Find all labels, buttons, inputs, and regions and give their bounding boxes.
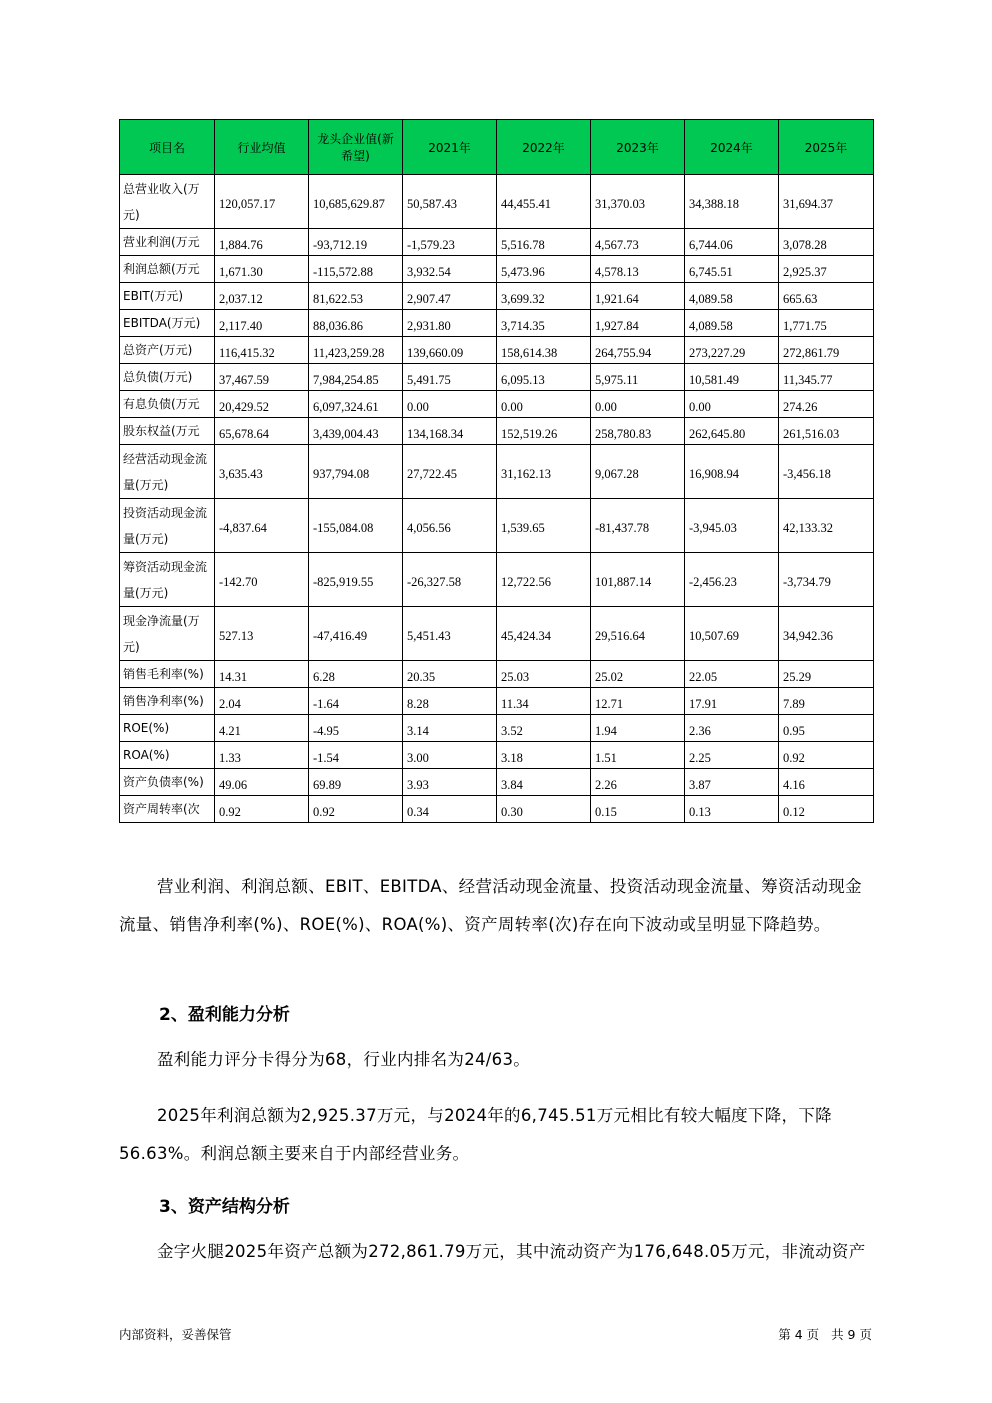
table-row	[120, 553, 874, 607]
paragraph-profit-analysis: 2025年利润总额为2,925.37万元，与2024年的6,745.51万元相比有较大幅度下降，下降56.63%。利润总额主要来自于内部经营业务。	[119, 1106, 832, 1163]
header-leader-value: 龙头企业值(新希望)	[309, 120, 403, 175]
table-row	[120, 283, 874, 310]
table-cell: -1.54	[309, 742, 403, 769]
table-body	[120, 175, 874, 823]
table-cell: -47,416.49	[309, 607, 403, 661]
table-cell: 20,429.52	[215, 391, 309, 418]
row-label: 股东权益(万元	[120, 418, 215, 445]
table-cell: -4,837.64	[215, 499, 309, 553]
table-cell: 274.26	[779, 391, 874, 418]
table-cell: 262,645.80	[685, 418, 779, 445]
table-cell: 0.00	[403, 391, 497, 418]
table-cell: 12.71	[591, 688, 685, 715]
table-cell: 4,578.13	[591, 256, 685, 283]
table-cell: 134,168.34	[403, 418, 497, 445]
table-cell: 120,057.17	[215, 175, 309, 229]
table-cell: -1,579.23	[403, 229, 497, 256]
table-cell: -4.95	[309, 715, 403, 742]
table-cell: 158,614.38	[497, 337, 591, 364]
table-row	[120, 499, 874, 553]
table-cell: 31,370.03	[591, 175, 685, 229]
table-cell: 11,423,259.28	[309, 337, 403, 364]
table-cell: 139,660.09	[403, 337, 497, 364]
table-row	[120, 796, 874, 823]
table-cell: 273,227.29	[685, 337, 779, 364]
row-label: 资产负债率(%)	[120, 769, 215, 796]
header-2024: 2024年	[685, 120, 779, 175]
table-cell: 0.92	[779, 742, 874, 769]
table-cell: 10,581.49	[685, 364, 779, 391]
section-heading-asset-structure: 3、资产结构分析	[159, 1197, 290, 1217]
table-cell: 1,671.30	[215, 256, 309, 283]
table-cell: 25.03	[497, 661, 591, 688]
section-heading-profitability: 2、盈利能力分析	[159, 1005, 290, 1025]
table-cell: 2.36	[685, 715, 779, 742]
table-cell: 65,678.64	[215, 418, 309, 445]
table-cell: 6.28	[309, 661, 403, 688]
table-header-row	[120, 120, 874, 175]
table-cell: -155,084.08	[309, 499, 403, 553]
table-cell: 81,622.53	[309, 283, 403, 310]
table-cell: 0.00	[497, 391, 591, 418]
table-cell: 152,519.26	[497, 418, 591, 445]
table-cell: 0.92	[309, 796, 403, 823]
table-cell: 527.13	[215, 607, 309, 661]
table-cell: 10,507.69	[685, 607, 779, 661]
table-cell: 1,884.76	[215, 229, 309, 256]
table-cell: 1.51	[591, 742, 685, 769]
row-label: 利润总额(万元	[120, 256, 215, 283]
row-label: EBIT(万元)	[120, 283, 215, 310]
table-cell: 3,078.28	[779, 229, 874, 256]
table-cell: 4,089.58	[685, 283, 779, 310]
table-cell: 49.06	[215, 769, 309, 796]
table-cell: -3,945.03	[685, 499, 779, 553]
table-cell: 3,439,004.43	[309, 418, 403, 445]
footer-page-number: 第 4 页 共 9 页	[778, 1327, 872, 1342]
table-cell: 1.33	[215, 742, 309, 769]
table-row	[120, 175, 874, 229]
table-cell: 101,887.14	[591, 553, 685, 607]
table-cell: 0.15	[591, 796, 685, 823]
table-cell: -93,712.19	[309, 229, 403, 256]
table-cell: 5,451.43	[403, 607, 497, 661]
table-cell: 7,984,254.85	[309, 364, 403, 391]
table-cell: 10,685,629.87	[309, 175, 403, 229]
table-row	[120, 418, 874, 445]
table-cell: 88,036.86	[309, 310, 403, 337]
paragraph-trend-summary: 营业利润、利润总额、EBIT、EBITDA、经营活动现金流量、投资活动现金流量、筹资活动现金流量、销售净利率(%)、ROE(%)、ROA(%)、资产周转率(次)存在向下波动或呈明显下降趋势。	[119, 877, 862, 934]
table-cell: 3.18	[497, 742, 591, 769]
row-label: ROE(%)	[120, 715, 215, 742]
table-cell: 5,516.78	[497, 229, 591, 256]
table-cell: 2,907.47	[403, 283, 497, 310]
table-cell: 264,755.94	[591, 337, 685, 364]
table-cell: -2,456.23	[685, 553, 779, 607]
table-cell: 9,067.28	[591, 445, 685, 499]
table-cell: 4,056.56	[403, 499, 497, 553]
table-cell: -26,327.58	[403, 553, 497, 607]
table-cell: 3.52	[497, 715, 591, 742]
table-row	[120, 715, 874, 742]
paragraph-asset-structure: 金字火腿2025年资产总额为272,861.79万元，其中流动资产为176,648.05万元，非流动资产	[157, 1242, 866, 1261]
table-cell: 6,745.51	[685, 256, 779, 283]
table-cell: 2,931.80	[403, 310, 497, 337]
table-cell: 937,794.08	[309, 445, 403, 499]
table-cell: 25.29	[779, 661, 874, 688]
table-cell: 5,975.11	[591, 364, 685, 391]
row-label: 投资活动现金流量(万元)	[120, 499, 215, 553]
table-cell: 3.93	[403, 769, 497, 796]
table-row	[120, 256, 874, 283]
table-cell: 37,467.59	[215, 364, 309, 391]
table-cell: 44,455.41	[497, 175, 591, 229]
table-cell: -81,437.78	[591, 499, 685, 553]
table-cell: 3,714.35	[497, 310, 591, 337]
row-label: ROA(%)	[120, 742, 215, 769]
table-cell: 4,567.73	[591, 229, 685, 256]
table-cell: 665.63	[779, 283, 874, 310]
table-cell: 34,942.36	[779, 607, 874, 661]
table-cell: 1,927.84	[591, 310, 685, 337]
financial-table	[119, 119, 874, 823]
table-cell: 25.02	[591, 661, 685, 688]
table-cell: 11,345.77	[779, 364, 874, 391]
table-cell: 3.00	[403, 742, 497, 769]
table-cell: 3,635.43	[215, 445, 309, 499]
table-cell: 0.92	[215, 796, 309, 823]
table-cell: 0.95	[779, 715, 874, 742]
table-cell: 50,587.43	[403, 175, 497, 229]
table-cell: 1.94	[591, 715, 685, 742]
row-label: 筹资活动现金流量(万元)	[120, 553, 215, 607]
table-row	[120, 742, 874, 769]
table-cell: 3.84	[497, 769, 591, 796]
row-label: 总资产(万元)	[120, 337, 215, 364]
table-cell: 27,722.45	[403, 445, 497, 499]
table-row	[120, 445, 874, 499]
table-cell: 1,539.65	[497, 499, 591, 553]
table-cell: 0.30	[497, 796, 591, 823]
table-cell: 16,908.94	[685, 445, 779, 499]
table-cell: 8.28	[403, 688, 497, 715]
table-cell: 69.89	[309, 769, 403, 796]
header-2022: 2022年	[497, 120, 591, 175]
table-row	[120, 661, 874, 688]
table-cell: 12,722.56	[497, 553, 591, 607]
header-industry-avg: 行业均值	[215, 120, 309, 175]
table-cell: 3.14	[403, 715, 497, 742]
table-cell: 6,097,324.61	[309, 391, 403, 418]
table-cell: -3,734.79	[779, 553, 874, 607]
table-cell: -115,572.88	[309, 256, 403, 283]
row-label: 资产周转率(次	[120, 796, 215, 823]
table-cell: 3,932.54	[403, 256, 497, 283]
table-row	[120, 607, 874, 661]
table-cell: 261,516.03	[779, 418, 874, 445]
table-cell: 31,694.37	[779, 175, 874, 229]
row-label: 经营活动现金流量(万元)	[120, 445, 215, 499]
row-label: 总负债(万元)	[120, 364, 215, 391]
paragraph-score: 盈利能力评分卡得分为68，行业内排名为24/63。	[157, 1050, 531, 1069]
table-cell: 42,133.32	[779, 499, 874, 553]
row-label: 销售净利率(%)	[120, 688, 215, 715]
table-cell: 4.21	[215, 715, 309, 742]
table-cell: -825,919.55	[309, 553, 403, 607]
table-cell: 1,771.75	[779, 310, 874, 337]
table-cell: 2,037.12	[215, 283, 309, 310]
table-cell: 258,780.83	[591, 418, 685, 445]
table-cell: 2.04	[215, 688, 309, 715]
table-cell: 5,473.96	[497, 256, 591, 283]
table-cell: 3.87	[685, 769, 779, 796]
header-2021: 2021年	[403, 120, 497, 175]
table-cell: 0.00	[591, 391, 685, 418]
table-cell: 1,921.64	[591, 283, 685, 310]
table-cell: 2.26	[591, 769, 685, 796]
table-cell: 2,925.37	[779, 256, 874, 283]
table-row	[120, 391, 874, 418]
table-cell: 5,491.75	[403, 364, 497, 391]
row-label: 有息负债(万元	[120, 391, 215, 418]
row-label: 销售毛利率(%)	[120, 661, 215, 688]
row-label: EBITDA(万元)	[120, 310, 215, 337]
table-row	[120, 337, 874, 364]
table-cell: 6,744.06	[685, 229, 779, 256]
row-label: 营业利润(万元	[120, 229, 215, 256]
table-cell: 34,388.18	[685, 175, 779, 229]
table-row	[120, 229, 874, 256]
table-cell: 45,424.34	[497, 607, 591, 661]
table-cell: 22.05	[685, 661, 779, 688]
table-cell: 4.16	[779, 769, 874, 796]
row-label: 现金净流量(万元)	[120, 607, 215, 661]
header-2025: 2025年	[779, 120, 874, 175]
header-item-name: 项目名	[120, 120, 215, 175]
table-cell: -3,456.18	[779, 445, 874, 499]
table-cell: 4,089.58	[685, 310, 779, 337]
table-row	[120, 364, 874, 391]
table-cell: 116,415.32	[215, 337, 309, 364]
table-cell: 31,162.13	[497, 445, 591, 499]
row-label: 总营业收入(万元)	[120, 175, 215, 229]
footer-confidential: 内部资料，妥善保管	[119, 1327, 232, 1342]
table-cell: 11.34	[497, 688, 591, 715]
table-cell: 2.25	[685, 742, 779, 769]
table-cell: -142.70	[215, 553, 309, 607]
table-cell: 6,095.13	[497, 364, 591, 391]
table-cell: 0.34	[403, 796, 497, 823]
table-cell: 7.89	[779, 688, 874, 715]
header-2023: 2023年	[591, 120, 685, 175]
table-cell: 0.13	[685, 796, 779, 823]
table-row	[120, 310, 874, 337]
table-row	[120, 688, 874, 715]
table-cell: 17.91	[685, 688, 779, 715]
table-cell: 20.35	[403, 661, 497, 688]
table-cell: 3,699.32	[497, 283, 591, 310]
table-cell: 0.00	[685, 391, 779, 418]
table-cell: 29,516.64	[591, 607, 685, 661]
table-cell: 2,117.40	[215, 310, 309, 337]
table-cell: 272,861.79	[779, 337, 874, 364]
table-cell: 14.31	[215, 661, 309, 688]
table-cell: 0.12	[779, 796, 874, 823]
table-cell: -1.64	[309, 688, 403, 715]
table-row	[120, 769, 874, 796]
